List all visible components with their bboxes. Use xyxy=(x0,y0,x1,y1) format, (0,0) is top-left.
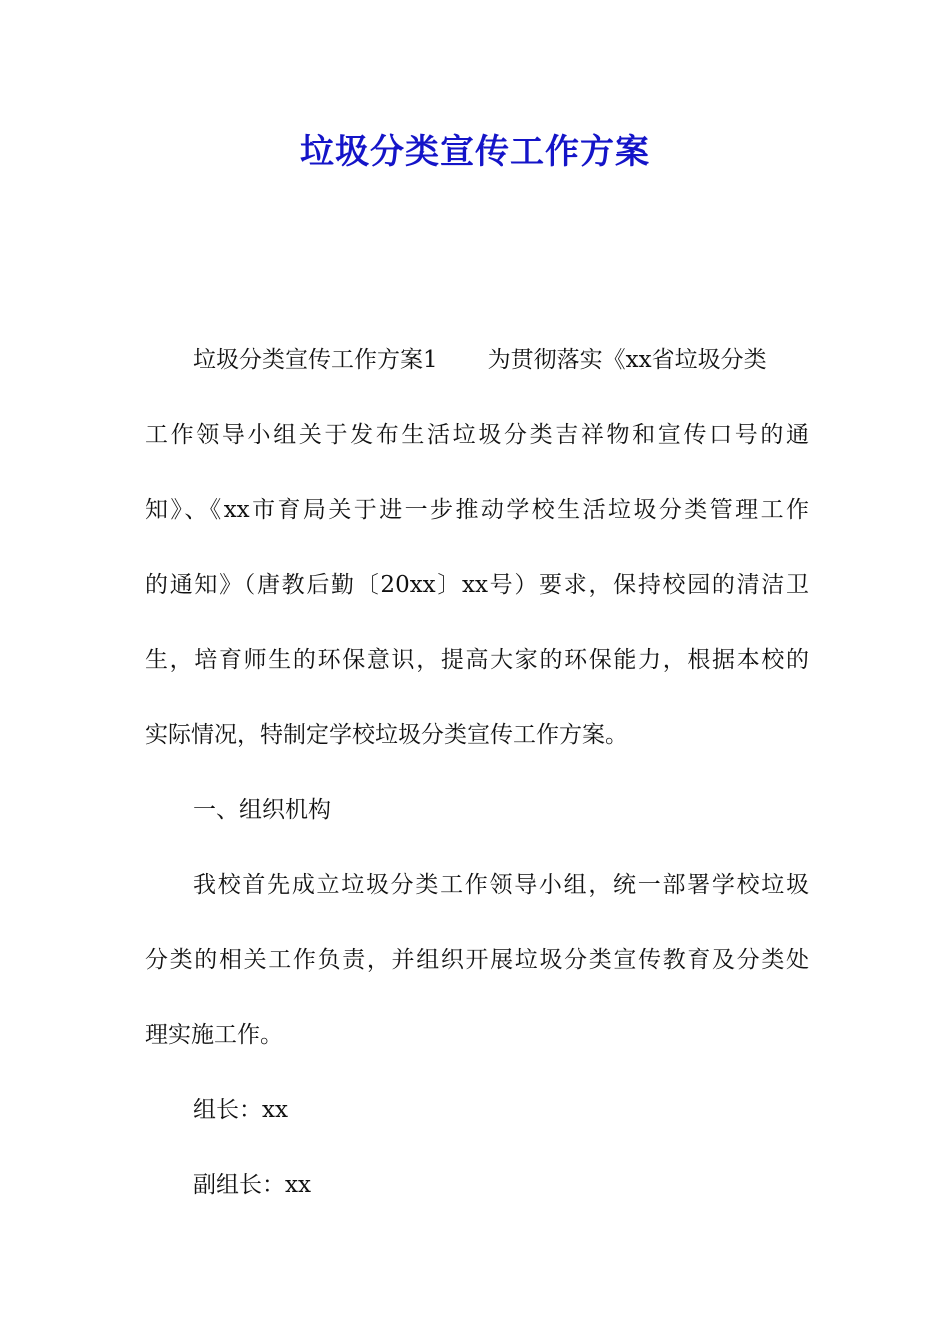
paragraph-line: 生，培育师生的环保意识，提高大家的环保能力，根据本校的 xyxy=(145,647,809,673)
paragraph-line: 工作领导小组关于发布生活垃圾分类吉祥物和宣传口号的通 xyxy=(145,422,809,448)
paragraph-line: 实际情况，特制定学校垃圾分类宣传工作方案。 xyxy=(145,722,628,748)
document-title: 垃圾分类宣传工作方案 xyxy=(300,132,650,172)
paragraph-line: 我校首先成立垃圾分类工作领导小组，统一部署学校垃圾 xyxy=(193,872,809,898)
section-heading: 一、组织机构 xyxy=(193,797,331,823)
deputy-leader-line: 副组长：xx xyxy=(193,1172,311,1198)
paragraph-line xyxy=(145,330,809,405)
paragraph-line: 分类的相关工作负责，并组织开展垃圾分类宣传教育及分类处 xyxy=(145,947,809,973)
inline-heading: 垃圾分类宣传工作方案1 xyxy=(193,347,438,373)
paragraph-line: 的通知》（唐教后勤〔20xx〕xx号）要求，保持校园的清洁卫 xyxy=(145,572,809,598)
leader-line: 组长：xx xyxy=(193,1097,288,1123)
document-body xyxy=(145,330,809,1230)
paragraph-line: 知》、《xx市育局关于进一步推动学校生活垃圾分类管理工作 xyxy=(145,497,809,523)
paragraph-text: 为贯彻落实《xx省垃圾分类 xyxy=(487,347,767,373)
paragraph-line: 理实施工作。 xyxy=(145,1022,283,1048)
